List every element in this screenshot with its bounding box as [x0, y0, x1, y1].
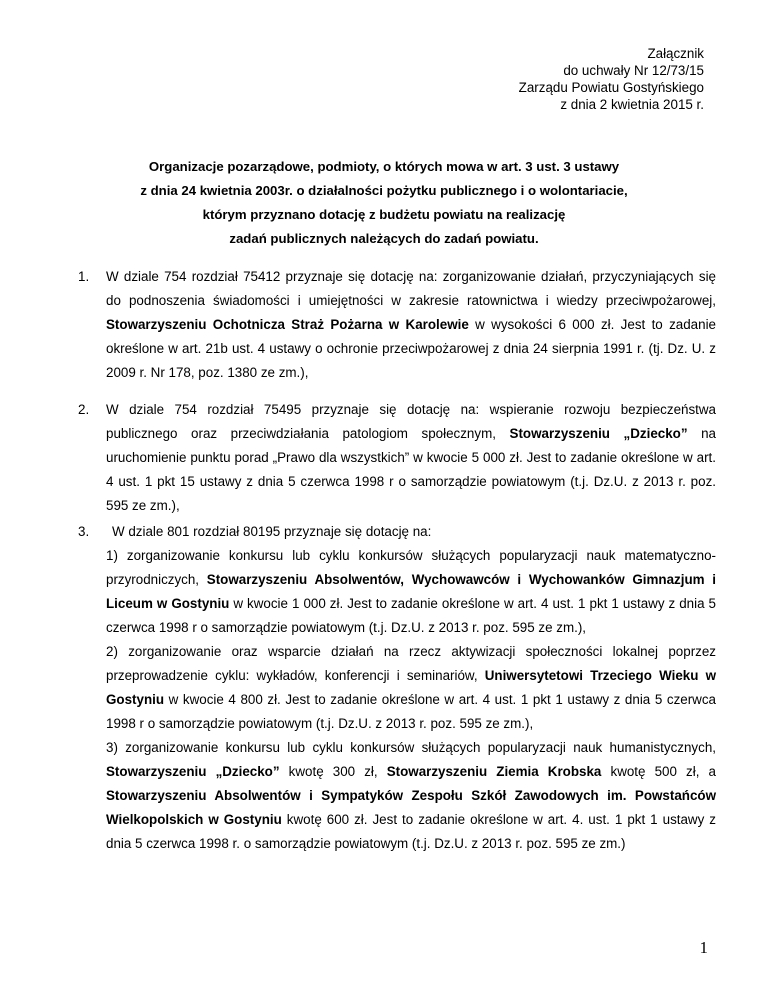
organization-name: Stowarzyszeniu „Dziecko” [106, 764, 280, 779]
header-line: Załącznik [647, 46, 704, 61]
sub-item-3: 3) zorganizowanie konkursu lub cyklu konkursów służących popularyzacji nauk humanistycznych, Stowarzyszeniu „Dziecko” kwotę 300 zł, Stowarzyszeniu Ziemia Krobska kwotę 500 zł, a Stowarzyszeniu Absolwentów i Sympatyków Zespołu Szkół Zawodowych im. Powstańców Wielkopolskich w Gostyniu kwotę 600 zł. Jest to zadanie określone w art. 4. ust. 1 pkt 1 ustawy z dnia 5 czerwca 1998 r. o samorządzie powiatowym (t.j. Dz.U. z 2013 r. poz. 595 ze zm.) [106, 740, 716, 851]
title-line: Organizacje pozarządowe, podmioty, o których mowa w art. 3 ust. 3 ustawy [148, 159, 620, 174]
list-item-number: 2. [78, 402, 90, 417]
organization-name: Stowarzyszeniu Ochotnicza Straż Pożarna w Karolewie [106, 317, 469, 332]
list-item-1 [78, 265, 716, 385]
organization-name: Uniwersytetowi Trzeciego Wieku w Gostyniu [106, 668, 716, 707]
organization-name: Stowarzyszeniu Ziemia Krobska [386, 764, 602, 779]
list-item-number: 1. [78, 269, 90, 284]
header-line: z dnia 2 kwietnia 2015 r. [560, 97, 704, 112]
list-item-text: W dziale 754 rozdział 75412 przyznaje się dotację na: zorganizowanie działań, przyczyniających się do podnoszenia świadomości i umiejętności w zakresie ratownictwa i wiedzy przeciwpożarowej, Stowarzyszeniu Ochotnicza Straż Pożarna w Karolewie w wysokości 6 000 zł. Jest to zadanie określone w art. 21b ust. 4 ustawy o ochronie przeciwpożarowej z dnia 24 sierpnia 1991 r. (tj. Dz. U. z 2009 r. Nr 178, poz. 1380 ze zm.), [106, 269, 716, 380]
title-line: którym przyznano dotację z budżetu powiatu na realizację [202, 207, 566, 222]
list-item-number: 3. [78, 524, 90, 539]
title-line: z dnia 24 kwietnia 2003r. o działalności pożytku publicznego i o wolontariacie, [140, 183, 628, 198]
list-item-2 [78, 398, 716, 518]
document-title [100, 155, 668, 251]
sub-item-1: 1) zorganizowanie konkursu lub cyklu konkursów służących popularyzacji nauk matematyczno-przyrodniczych, Stowarzyszeniu Absolwentów, Wychowawców i Wychowanków Gimnazjum i Liceum w Gostyniu w kwocie 1 000 zł. Jest to zadanie określone w art. 4 ust. 1 pkt 1 ustawy z dnia 5 czerwca 1998 r o samorządzie powiatowym (t.j. Dz.U. z 2013 r. poz. 595 ze zm.), [106, 548, 717, 635]
sub-item-2: 2) zorganizowanie oraz wsparcie działań na rzecz aktywizacji społeczności lokalnej poprzez przeprowadzenie cyklu: wykładów, konferencji i seminariów, Uniwersytetowi Trzeciego Wieku w Gostyniu w kwocie 4 800 zł. Jest to zadanie określone w art. 4 ust. 1 pkt 1 ustawy z dnia 5 czerwca 1998 r o samorządzie powiatowym (t.j. Dz.U. z 2013 r. poz. 595 ze zm.), [106, 644, 716, 731]
list-item-3 [78, 520, 717, 856]
header-line: Zarządu Powiatu Gostyńskiego [518, 80, 704, 95]
list-item-intro: W dziale 801 rozdział 80195 przyznaje się dotację na: [112, 524, 432, 539]
document-header [519, 45, 704, 113]
organization-name: Stowarzyszeniu Absolwentów, Wychowawców i Wychowanków Gimnazjum i Liceum w Gostyniu [106, 572, 716, 611]
title-line: zadań publicznych należących do zadań powiatu. [229, 231, 539, 246]
organization-name: Stowarzyszeniu „Dziecko” [509, 426, 688, 441]
organization-name: Stowarzyszeniu Absolwentów i Sympatyków Zespołu Szkół Zawodowych im. Powstańców Wielkopolskich w Gostyniu [106, 788, 716, 827]
header-line: do uchwały Nr 12/73/15 [563, 63, 704, 78]
page-number: 1 [699, 938, 708, 957]
list-item-text: W dziale 754 rozdział 75495 przyznaje się dotację na: wspieranie rozwoju bezpieczeństwa publicznego oraz przeciwdziałania patologiom społecznym, Stowarzyszeniu „Dziecko” na uruchomienie punktu porad „Prawo dla wszystkich” w kwocie 5 000 zł. Jest to zadanie określone w art. 4 ust. 1 pkt 15 ustawy z dnia 5 czerwca 1998 r o samorządzie powiatowym (t.j. Dz.U. z 2013 r. poz. 595 ze zm.), [106, 402, 716, 513]
